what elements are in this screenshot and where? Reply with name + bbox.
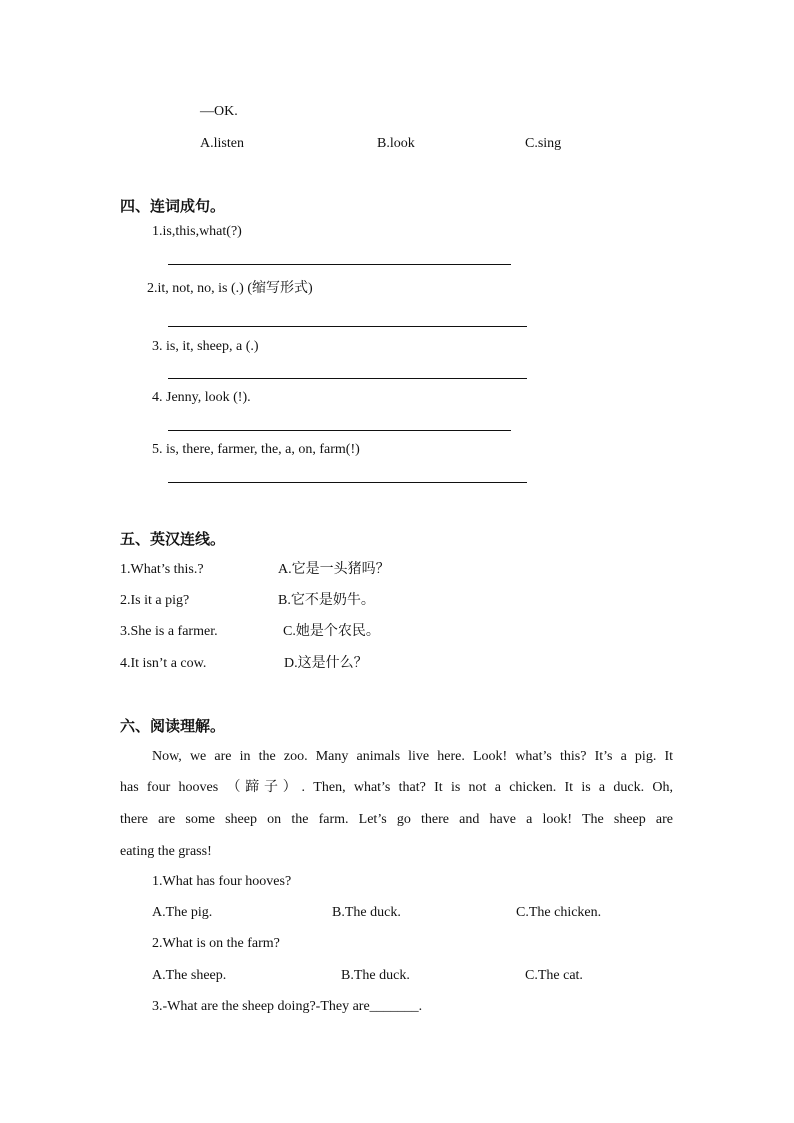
- dialog-line: —OK.: [200, 104, 238, 119]
- match-left-4: 4.It isn’t a cow.: [120, 656, 207, 671]
- section6-title: 六、阅读理解。: [120, 717, 226, 735]
- question-1: 1.What has four hooves?: [152, 874, 292, 889]
- option-c: C.sing: [525, 136, 562, 151]
- q1-option-a: A.The pig.: [152, 905, 213, 920]
- answer-line-3: [168, 378, 527, 379]
- section5-title: 五、英汉连线。: [120, 530, 226, 548]
- passage-line-4: eating the grass!: [120, 844, 212, 859]
- match-right-c: C.她是个农民。: [283, 624, 380, 639]
- match-right-b: B.它不是奶牛。: [278, 593, 375, 608]
- option-b: B.look: [377, 136, 415, 151]
- passage-line-2: has four hooves （蹄子）. Then, what’s that? It is not a chicken. It is a duck. Oh,: [120, 780, 673, 795]
- passage-line-3: there are some sheep on the farm. Let’s go there and have a look! The sheep are: [120, 812, 673, 827]
- option-a: A.listen: [200, 136, 244, 151]
- question-2: 2.What is on the farm?: [152, 936, 280, 951]
- match-left-3: 3.She is a farmer.: [120, 624, 218, 639]
- reorder-item-4: 4. Jenny, look (!).: [152, 390, 251, 405]
- match-left-2: 2.Is it a pig?: [120, 593, 190, 608]
- reorder-item-1: 1.is,this,what(?): [152, 224, 242, 239]
- q2-option-c: C.The cat.: [525, 968, 583, 983]
- match-right-d: D.这是什么？: [284, 656, 368, 671]
- answer-line-5: [168, 482, 527, 483]
- answer-line-4: [168, 430, 511, 431]
- reorder-item-3: 3. is, it, sheep, a (.): [152, 339, 259, 354]
- q2-option-a: A.The sheep.: [152, 968, 227, 983]
- q1-option-c: C.The chicken.: [516, 905, 602, 920]
- match-right-a: A.它是一头猪吗？: [278, 562, 390, 577]
- answer-line-2: [168, 326, 527, 327]
- question-3: 3.-What are the sheep doing?-They are_______.: [152, 999, 423, 1014]
- passage-line-1: Now, we are in the zoo. Many animals live here. Look! what’s this? It’s a pig. It: [152, 749, 673, 764]
- section4-title: 四、连词成句。: [120, 197, 226, 215]
- match-left-1: 1.What’s this.?: [120, 562, 204, 577]
- q2-option-b: B.The duck.: [341, 968, 410, 983]
- reorder-item-2: 2.it, not, no, is (.) (缩写形式): [147, 281, 313, 296]
- q1-option-b: B.The duck.: [332, 905, 401, 920]
- reorder-item-5: 5. is, there, farmer, the, a, on, farm(!): [152, 442, 360, 457]
- answer-line-1: [168, 264, 511, 265]
